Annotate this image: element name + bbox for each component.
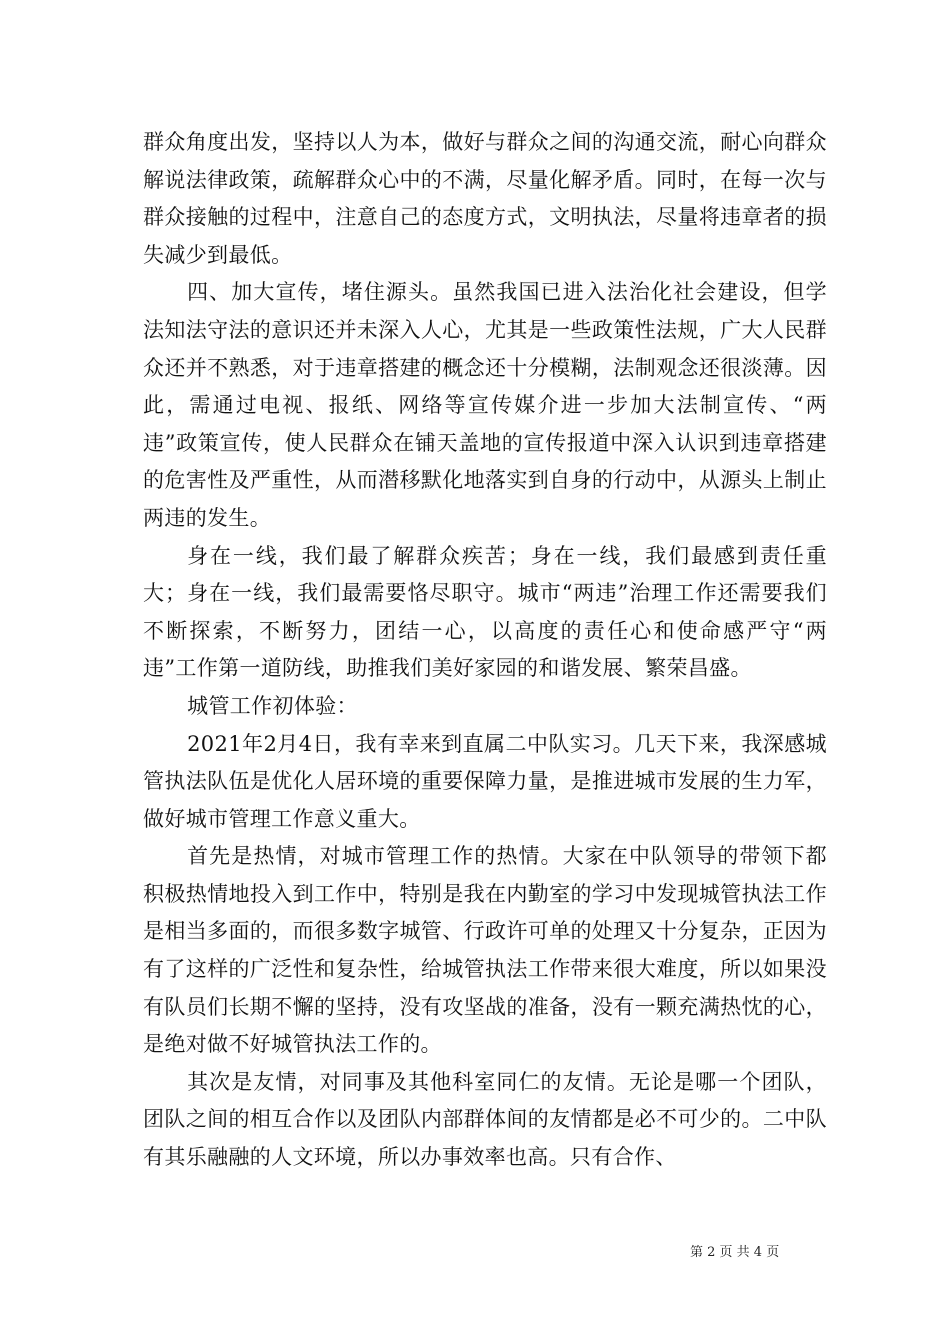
page-number: 第 2 页 共 4 页 [690,1245,780,1260]
paragraph-publicity: 四、加大宣传，堵住源头。虽然我国已进入法治化社会建设，但学法知法守法的意识还并未深入人心，尤其是一些政策性法规，广大人民群众还并不熟悉，对于违章搭建的概念还十分模糊，法制观念还很淡薄。因此，需通过电视、报纸、网络等宣传媒介进一步加大法制宣传、“两违”政策宣传，使人民群众在铺天盖地的宣传报道中深入认识到违章搭建的危害性及严重性，从而潜移默化地落实到自身的行动中，从源头上制止两违的发生。 [143,280,827,530]
paragraph-enthusiasm: 首先是热情，对城市管理工作的热情。大家在中队领导的带领下都积极热情地投入到工作中，特别是我在内勤室的学习中发现城管执法工作是相当多面的，而很多数字城管、行政许可单的处理又十分复杂，正因为有了这样的广泛性和复杂性，给城管执法工作带来很大难度，所以如果没有队员们长期不懈的坚持，没有攻坚战的准备，没有一颗充满热忱的心，是绝对做不好城管执法工作的。 [143,844,827,1057]
paragraph-internship: 2021年2月4日，我有幸来到直属二中队实习。几天下来，我深感城管执法队伍是优化人居环境的重要保障力量，是推进城市发展的生力军，做好城市管理工作意义重大。 [143,731,827,831]
paragraph-continuation: 群众角度出发，坚持以人为本，做好与群众之间的沟通交流，耐心向群众解说法律政策，疏解群众心中的不满，尽量化解矛盾。同时，在每一次与群众接触的过程中，注意自己的态度方式，文明执法，尽量将违章者的损失减少到最低。 [143,130,827,267]
document-body [143,124,827,1177]
paragraph-friendship: 其次是友情，对同事及其他科室同仁的友情。无论是哪一个团队，团队之间的相互合作以及团队内部群体间的友情都是必不可少的。二中队有其乐融融的人文环境，所以办事效率也高。只有合作、 [143,1069,827,1170]
paragraph-frontline: 身在一线，我们最了解群众疾苦；身在一线，我们最感到责任重大；身在一线，我们最需要恪尽职守。城市“两违”治理工作还需要我们不断探索，不断努力，团结一心，以高度的责任心和使命感严守“两违”工作第一道防线，助推我们美好家园的和谐发展、繁荣昌盛。 [143,543,827,681]
section-heading: 城管工作初体验： [187,693,358,718]
